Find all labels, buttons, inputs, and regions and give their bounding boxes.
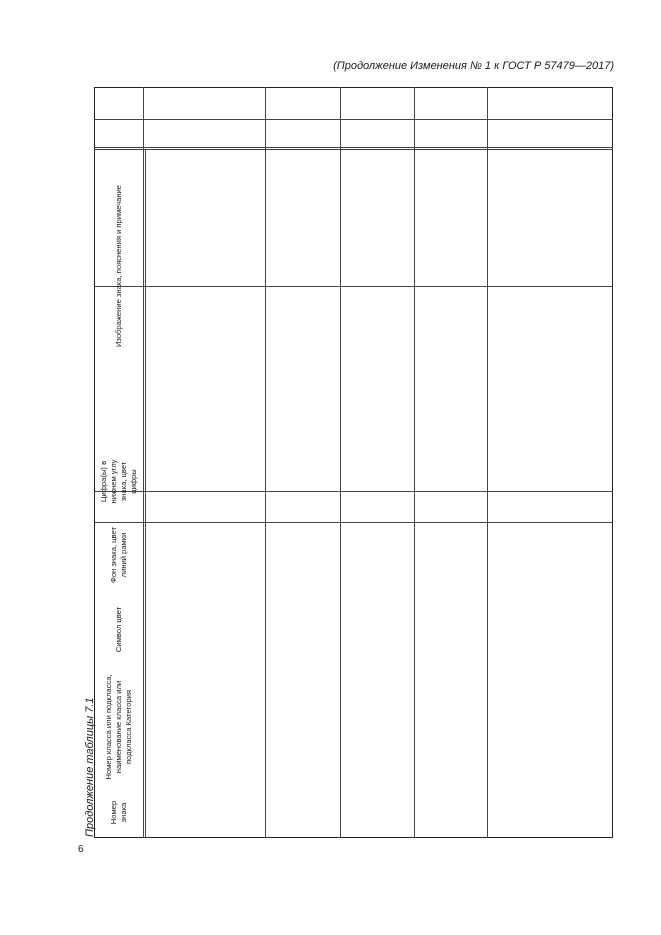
header-class: Номер класса или подкласса, наименование класса или подкласса Категория [103, 674, 133, 780]
column-divider [414, 87, 415, 838]
row-divider [94, 147, 613, 148]
column-divider [143, 87, 144, 838]
document-header-note: (Продолжение Изменения № 1 к ГОСТ Р 57479—2017) [333, 60, 614, 72]
header-symbol: Символ цвет [113, 606, 123, 653]
table-frame [94, 87, 613, 838]
hazard-signs-table [94, 87, 613, 838]
row-divider [94, 149, 613, 150]
page-number: 6 [78, 844, 84, 855]
row-divider [94, 522, 613, 523]
column-divider [265, 87, 266, 838]
header-number: Номер знака [108, 800, 128, 825]
header-background: Фон знака, цвет линий рамки [108, 527, 128, 583]
row-divider [94, 491, 613, 492]
header-image: Изображение знака, пояснения и примечание [113, 184, 123, 348]
row-divider [94, 119, 613, 120]
table-caption: Продолжение таблицы 7.1 [84, 697, 96, 837]
column-divider [487, 87, 488, 838]
column-divider [340, 87, 341, 838]
column-divider [145, 149, 146, 838]
row-divider [94, 286, 613, 287]
header-digit: Цифра(ы) в нижнем углу знака, цвет цифры [98, 459, 138, 504]
